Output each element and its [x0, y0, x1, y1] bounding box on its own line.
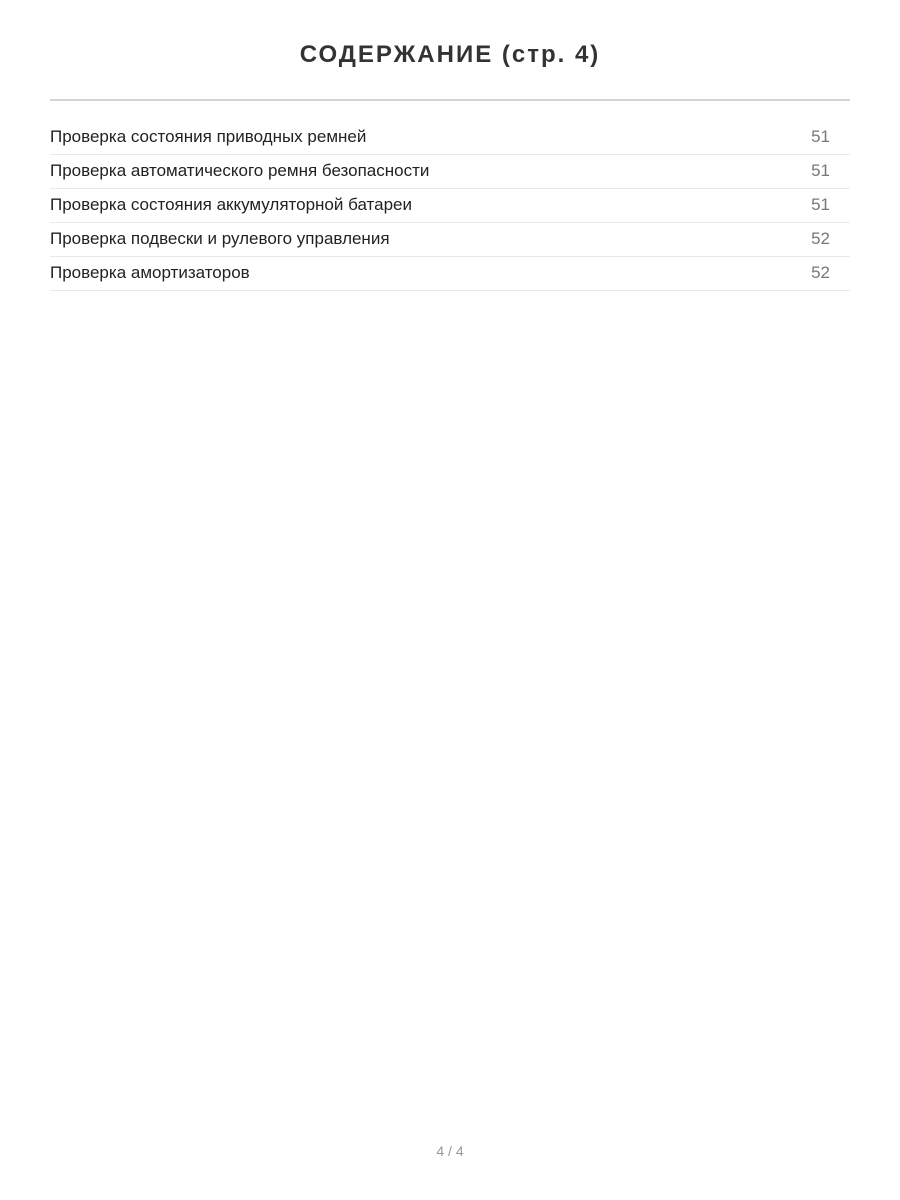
toc-entry-page-number: 51	[811, 195, 830, 214]
toc-entry-page-number: 52	[811, 263, 830, 282]
toc-entry-page-number: 52	[811, 229, 830, 248]
toc-entry-label: Проверка состояния приводных ремней	[50, 127, 367, 146]
title-divider	[50, 99, 850, 101]
toc-entry[interactable]	[50, 155, 850, 189]
toc-entry-label: Проверка подвески и рулевого управления	[50, 229, 390, 248]
page-indicator: 4 / 4	[436, 1143, 464, 1159]
toc-list	[50, 121, 850, 291]
toc-entry-label: Проверка автоматического ремня безопасности	[50, 161, 430, 180]
toc-entry[interactable]	[50, 223, 850, 257]
toc-entry-page-number: 51	[811, 127, 830, 146]
toc-entry-label: Проверка состояния аккумуляторной батареи	[50, 195, 412, 214]
page-title: СОДЕРЖАНИЕ (стр. 4)	[299, 41, 601, 68]
toc-entry[interactable]	[50, 189, 850, 223]
toc-entry[interactable]	[50, 257, 850, 291]
toc-entry-page-number: 51	[811, 161, 830, 180]
toc-entry-label: Проверка амортизаторов	[50, 263, 250, 282]
toc-entry[interactable]	[50, 121, 850, 155]
